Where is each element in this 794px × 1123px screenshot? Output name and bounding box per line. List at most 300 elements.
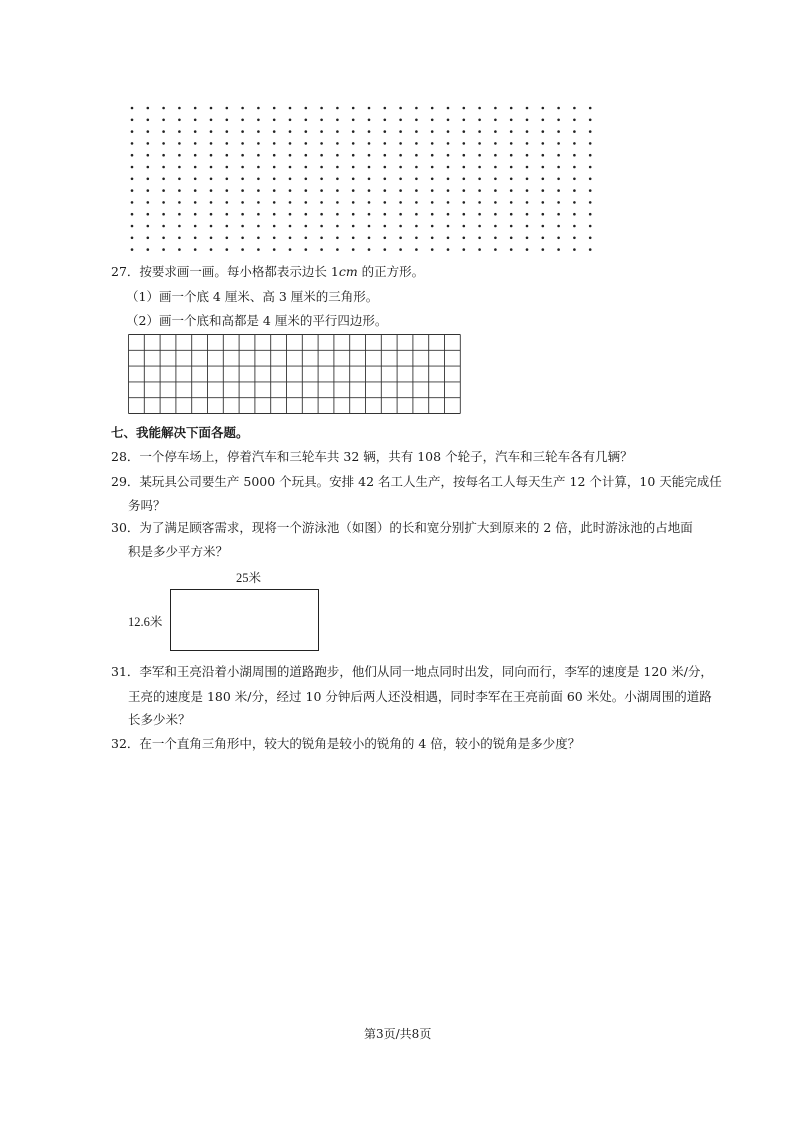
grid-dot — [257, 130, 260, 133]
grid-dot — [131, 142, 134, 145]
grid-dot — [131, 178, 134, 181]
grid-dot — [399, 178, 402, 181]
grid-dot — [210, 119, 213, 122]
grid-dot — [526, 178, 529, 181]
grid-dot — [399, 201, 402, 204]
grid-dot — [226, 237, 229, 240]
grid-dot — [399, 248, 402, 251]
grid-dot — [478, 166, 481, 169]
grid-dot — [305, 237, 308, 240]
grid-dot — [542, 225, 545, 228]
grid-dot — [320, 166, 323, 169]
grid-dot — [573, 225, 576, 228]
grid-dot — [352, 166, 355, 169]
grid-dot — [463, 213, 466, 216]
grid-dot — [589, 154, 592, 157]
grid-dot — [557, 107, 560, 110]
grid-dot — [557, 237, 560, 240]
grid-dot — [194, 107, 197, 110]
grid-dot — [526, 201, 529, 204]
grid-dot — [147, 166, 150, 169]
grid-dot — [162, 248, 165, 251]
grid-dot — [305, 166, 308, 169]
grid-dot — [415, 107, 418, 110]
grid-dot — [463, 119, 466, 122]
grid-dot — [526, 142, 529, 145]
grid-dot — [431, 213, 434, 216]
grid-dot — [399, 130, 402, 133]
grid-dot — [210, 107, 213, 110]
grid-dot — [162, 130, 165, 133]
grid-dot — [589, 119, 592, 122]
grid-dot — [194, 248, 197, 251]
grid-dot — [478, 225, 481, 228]
grid-dot — [257, 213, 260, 216]
grid-dot — [273, 154, 276, 157]
grid-dot — [305, 142, 308, 145]
grid-dot — [431, 107, 434, 110]
grid-dot — [352, 248, 355, 251]
grid-dot — [226, 225, 229, 228]
grid-dot — [368, 201, 371, 204]
grid-dot — [526, 237, 529, 240]
grid-dot — [305, 248, 308, 251]
grid-dot — [257, 178, 260, 181]
grid-dot — [447, 142, 450, 145]
grid-dot — [226, 142, 229, 145]
grid-dot — [368, 142, 371, 145]
grid-dot — [447, 189, 450, 192]
grid-dot — [257, 142, 260, 145]
grid-dot — [226, 107, 229, 110]
grid-dot — [194, 119, 197, 122]
grid-dot — [478, 201, 481, 204]
q29-line2: 务吗？ — [128, 498, 166, 513]
grid-dot — [368, 130, 371, 133]
grid-dot — [557, 142, 560, 145]
grid-dot — [273, 213, 276, 216]
grid-dot — [336, 213, 339, 216]
grid-dot — [542, 201, 545, 204]
grid-dot — [162, 142, 165, 145]
grid-dot — [589, 178, 592, 181]
grid-dot — [415, 178, 418, 181]
grid-dot — [573, 166, 576, 169]
grid-dot — [384, 213, 387, 216]
grid-dot — [162, 213, 165, 216]
grid-dot — [336, 178, 339, 181]
grid-dot — [241, 154, 244, 157]
grid-dot — [336, 237, 339, 240]
grid-dot — [557, 166, 560, 169]
grid-dot — [368, 119, 371, 122]
grid-dot — [210, 201, 213, 204]
grid-dot — [494, 189, 497, 192]
grid-dot — [368, 166, 371, 169]
grid-dot — [289, 130, 292, 133]
grid-dot — [463, 142, 466, 145]
grid-dot — [178, 154, 181, 157]
grid-dot — [447, 130, 450, 133]
grid-dot — [241, 119, 244, 122]
grid-dot — [494, 130, 497, 133]
grid-dot — [147, 225, 150, 228]
grid-dot — [463, 225, 466, 228]
grid-dot — [368, 248, 371, 251]
grid-dot — [510, 154, 513, 157]
grid-dot — [415, 142, 418, 145]
grid-dot — [131, 201, 134, 204]
grid-dot — [573, 237, 576, 240]
grid-dot — [589, 248, 592, 251]
grid-dot — [526, 154, 529, 157]
grid-dot — [526, 130, 529, 133]
grid-dot — [194, 178, 197, 181]
grid-dot — [573, 189, 576, 192]
grid-dot — [320, 201, 323, 204]
grid-dot — [241, 166, 244, 169]
grid-dot — [336, 130, 339, 133]
grid-dot — [289, 189, 292, 192]
grid-dot — [336, 154, 339, 157]
square-grid — [128, 334, 462, 416]
grid-dot — [320, 154, 323, 157]
grid-dot — [305, 201, 308, 204]
grid-dot — [478, 248, 481, 251]
grid-dot — [399, 213, 402, 216]
grid-dot — [241, 225, 244, 228]
grid-dot — [178, 119, 181, 122]
grid-dot — [289, 154, 292, 157]
grid-dot — [557, 225, 560, 228]
grid-dot — [131, 154, 134, 157]
grid-dot — [289, 248, 292, 251]
grid-dot — [241, 201, 244, 204]
grid-dot — [384, 119, 387, 122]
grid-dot — [510, 107, 513, 110]
grid-dot — [510, 142, 513, 145]
pool-rectangle — [170, 589, 319, 651]
grid-dot — [257, 107, 260, 110]
grid-dot — [178, 201, 181, 204]
grid-dot — [557, 201, 560, 204]
grid-dot — [415, 213, 418, 216]
grid-dot — [384, 201, 387, 204]
grid-dot — [494, 237, 497, 240]
grid-dot — [162, 119, 165, 122]
q30-line1: 30．为了满足顾客需求，现将一个游泳池（如图）的长和宽分别扩大到原来的 2 倍，此时游泳池的占地面 — [111, 520, 693, 535]
grid-dot — [162, 154, 165, 157]
grid-dot — [368, 189, 371, 192]
grid-dot — [431, 142, 434, 145]
grid-dot — [131, 119, 134, 122]
grid-dot — [526, 107, 529, 110]
grid-dot — [257, 201, 260, 204]
grid-dot — [463, 248, 466, 251]
grid-dot — [194, 142, 197, 145]
grid-dot — [162, 178, 165, 181]
grid-dot — [526, 213, 529, 216]
grid-dot — [162, 237, 165, 240]
grid-dot — [178, 225, 181, 228]
grid-dot — [463, 237, 466, 240]
grid-dot — [162, 166, 165, 169]
grid-dot — [542, 142, 545, 145]
grid-dot — [510, 237, 513, 240]
grid-dot — [399, 142, 402, 145]
grid-dot — [226, 201, 229, 204]
grid-dot — [542, 130, 545, 133]
grid-dot — [494, 142, 497, 145]
grid-dot — [194, 201, 197, 204]
grid-dot — [399, 166, 402, 169]
grid-dot — [384, 130, 387, 133]
grid-dot — [589, 201, 592, 204]
grid-dot — [399, 189, 402, 192]
grid-dot — [147, 130, 150, 133]
grid-dot — [542, 213, 545, 216]
grid-dot — [147, 201, 150, 204]
grid-dot — [431, 119, 434, 122]
grid-dot — [241, 189, 244, 192]
grid-dot — [368, 213, 371, 216]
grid-dot — [573, 107, 576, 110]
grid-dot — [447, 248, 450, 251]
grid-dot — [526, 166, 529, 169]
grid-dot — [573, 142, 576, 145]
q27-stem-unit: cm — [338, 264, 358, 279]
q27-stem-prefix: 27．按要求画一画。每小格都表示边长 1 — [111, 264, 339, 279]
grid-dot — [147, 237, 150, 240]
grid-dot — [210, 189, 213, 192]
grid-dot — [589, 107, 592, 110]
grid-dot — [573, 248, 576, 251]
grid-dot — [131, 130, 134, 133]
grid-dot — [463, 154, 466, 157]
grid-dot — [210, 166, 213, 169]
grid-dot — [542, 237, 545, 240]
grid-dot — [384, 178, 387, 181]
grid-dot — [557, 189, 560, 192]
grid-dot — [178, 107, 181, 110]
grid-dot — [384, 248, 387, 251]
q28-text: 28．一个停车场上，停着汽车和三轮车共 32 辆，共有 108 个轮子，汽车和三轮车各有几辆？ — [111, 449, 633, 464]
grid-dot — [131, 189, 134, 192]
grid-dot — [589, 189, 592, 192]
grid-dot — [399, 119, 402, 122]
grid-dot — [273, 107, 276, 110]
grid-dot — [510, 189, 513, 192]
grid-dot — [526, 189, 529, 192]
grid-dot — [257, 225, 260, 228]
grid-dot — [542, 166, 545, 169]
grid-dot — [289, 166, 292, 169]
grid-dot — [494, 201, 497, 204]
grid-dot — [352, 119, 355, 122]
grid-dot — [542, 107, 545, 110]
grid-dot — [305, 178, 308, 181]
grid-dot — [352, 201, 355, 204]
grid-dot — [162, 225, 165, 228]
pool-width-label: 12.6米 — [128, 615, 163, 629]
grid-dot — [494, 166, 497, 169]
grid-dot — [178, 166, 181, 169]
grid-dot — [178, 178, 181, 181]
grid-dot — [257, 119, 260, 122]
grid-dot — [194, 130, 197, 133]
grid-dot — [384, 189, 387, 192]
grid-dot — [226, 166, 229, 169]
grid-dot — [478, 119, 481, 122]
grid-dot — [447, 166, 450, 169]
grid-dot — [320, 248, 323, 251]
grid-dot — [147, 119, 150, 122]
q31-line1: 31．李军和王亮沿着小湖周围的道路跑步，他们从同一地点同时出发，同向而行，李军的速度是 120 米/分， — [111, 664, 713, 679]
grid-dot — [147, 189, 150, 192]
q27-part2: （2）画一个底和高都是 4 厘米的平行四边形。 — [126, 313, 388, 328]
page-number: 第3页/共8页 — [364, 1027, 432, 1041]
grid-dot — [226, 248, 229, 251]
pool-length-label: 25米 — [236, 571, 262, 585]
grid-dot — [384, 237, 387, 240]
grid-dot — [305, 154, 308, 157]
grid-dot — [557, 154, 560, 157]
grid-dot — [336, 248, 339, 251]
grid-dot — [431, 225, 434, 228]
grid-dot — [589, 237, 592, 240]
grid-dot — [289, 201, 292, 204]
grid-dot — [131, 107, 134, 110]
grid-dot — [147, 142, 150, 145]
grid-dot — [226, 189, 229, 192]
grid-dot — [478, 142, 481, 145]
grid-dot — [273, 201, 276, 204]
grid-dot — [415, 248, 418, 251]
grid-dot — [131, 225, 134, 228]
grid-dot — [241, 213, 244, 216]
grid-dot — [573, 213, 576, 216]
grid-dot — [241, 142, 244, 145]
dot-grid — [128, 104, 610, 254]
grid-dot — [352, 107, 355, 110]
grid-dot — [131, 166, 134, 169]
grid-dot — [368, 237, 371, 240]
q27-stem — [111, 264, 424, 280]
grid-dot — [557, 130, 560, 133]
grid-dot — [210, 178, 213, 181]
grid-dot — [447, 213, 450, 216]
grid-dot — [431, 130, 434, 133]
grid-dot — [178, 130, 181, 133]
grid-dot — [305, 213, 308, 216]
grid-dot — [320, 189, 323, 192]
grid-dot — [210, 225, 213, 228]
grid-dot — [542, 178, 545, 181]
grid-dot — [478, 178, 481, 181]
grid-dot — [162, 201, 165, 204]
grid-dot — [194, 225, 197, 228]
section-heading: 七、我能解决下面各题。 — [111, 425, 249, 440]
grid-dot — [447, 119, 450, 122]
grid-dot — [289, 107, 292, 110]
grid-dot — [178, 237, 181, 240]
grid-dot — [431, 201, 434, 204]
grid-dot — [478, 107, 481, 110]
grid-dot — [147, 154, 150, 157]
grid-dot — [178, 248, 181, 251]
grid-dot — [336, 107, 339, 110]
grid-dot — [273, 166, 276, 169]
grid-dot — [494, 154, 497, 157]
grid-dot — [257, 248, 260, 251]
grid-dot — [273, 130, 276, 133]
grid-dot — [542, 189, 545, 192]
grid-dot — [589, 142, 592, 145]
grid-dot — [320, 178, 323, 181]
grid-dot — [178, 213, 181, 216]
grid-dot — [210, 213, 213, 216]
grid-dot — [415, 119, 418, 122]
grid-dot — [336, 225, 339, 228]
grid-dot — [557, 248, 560, 251]
grid-dot — [147, 213, 150, 216]
grid-dot — [526, 248, 529, 251]
grid-dot — [494, 178, 497, 181]
grid-dot — [494, 213, 497, 216]
grid-dot — [431, 154, 434, 157]
grid-dot — [447, 225, 450, 228]
grid-dot — [289, 225, 292, 228]
q32-text: 32．在一个直角三角形中，较大的锐角是较小的锐角的 4 倍，较小的锐角是多少度？ — [111, 736, 581, 751]
grid-dot — [257, 237, 260, 240]
grid-dot — [573, 178, 576, 181]
grid-dot — [478, 189, 481, 192]
grid-dot — [542, 154, 545, 157]
grid-dot — [320, 213, 323, 216]
grid-dot — [273, 225, 276, 228]
grid-dot — [368, 178, 371, 181]
grid-dot — [336, 119, 339, 122]
grid-dot — [415, 166, 418, 169]
grid-dot — [273, 248, 276, 251]
grid-dot — [478, 130, 481, 133]
grid-dot — [431, 178, 434, 181]
grid-dot — [510, 178, 513, 181]
grid-dot — [415, 154, 418, 157]
grid-dot — [194, 166, 197, 169]
grid-dot — [447, 107, 450, 110]
grid-dot — [289, 213, 292, 216]
grid-dot — [320, 130, 323, 133]
grid-dot — [542, 248, 545, 251]
grid-dot — [210, 154, 213, 157]
grid-dot — [399, 225, 402, 228]
grid-dot — [557, 119, 560, 122]
grid-dot — [194, 237, 197, 240]
grid-dot — [415, 225, 418, 228]
grid-dot — [305, 225, 308, 228]
grid-dot — [447, 237, 450, 240]
grid-dot — [368, 107, 371, 110]
grid-dot — [368, 225, 371, 228]
grid-dot — [384, 166, 387, 169]
grid-dot — [526, 225, 529, 228]
grid-dot — [510, 166, 513, 169]
grid-dot — [557, 213, 560, 216]
grid-dot — [384, 142, 387, 145]
grid-dot — [463, 130, 466, 133]
q31-line3: 长多少米？ — [128, 712, 191, 727]
